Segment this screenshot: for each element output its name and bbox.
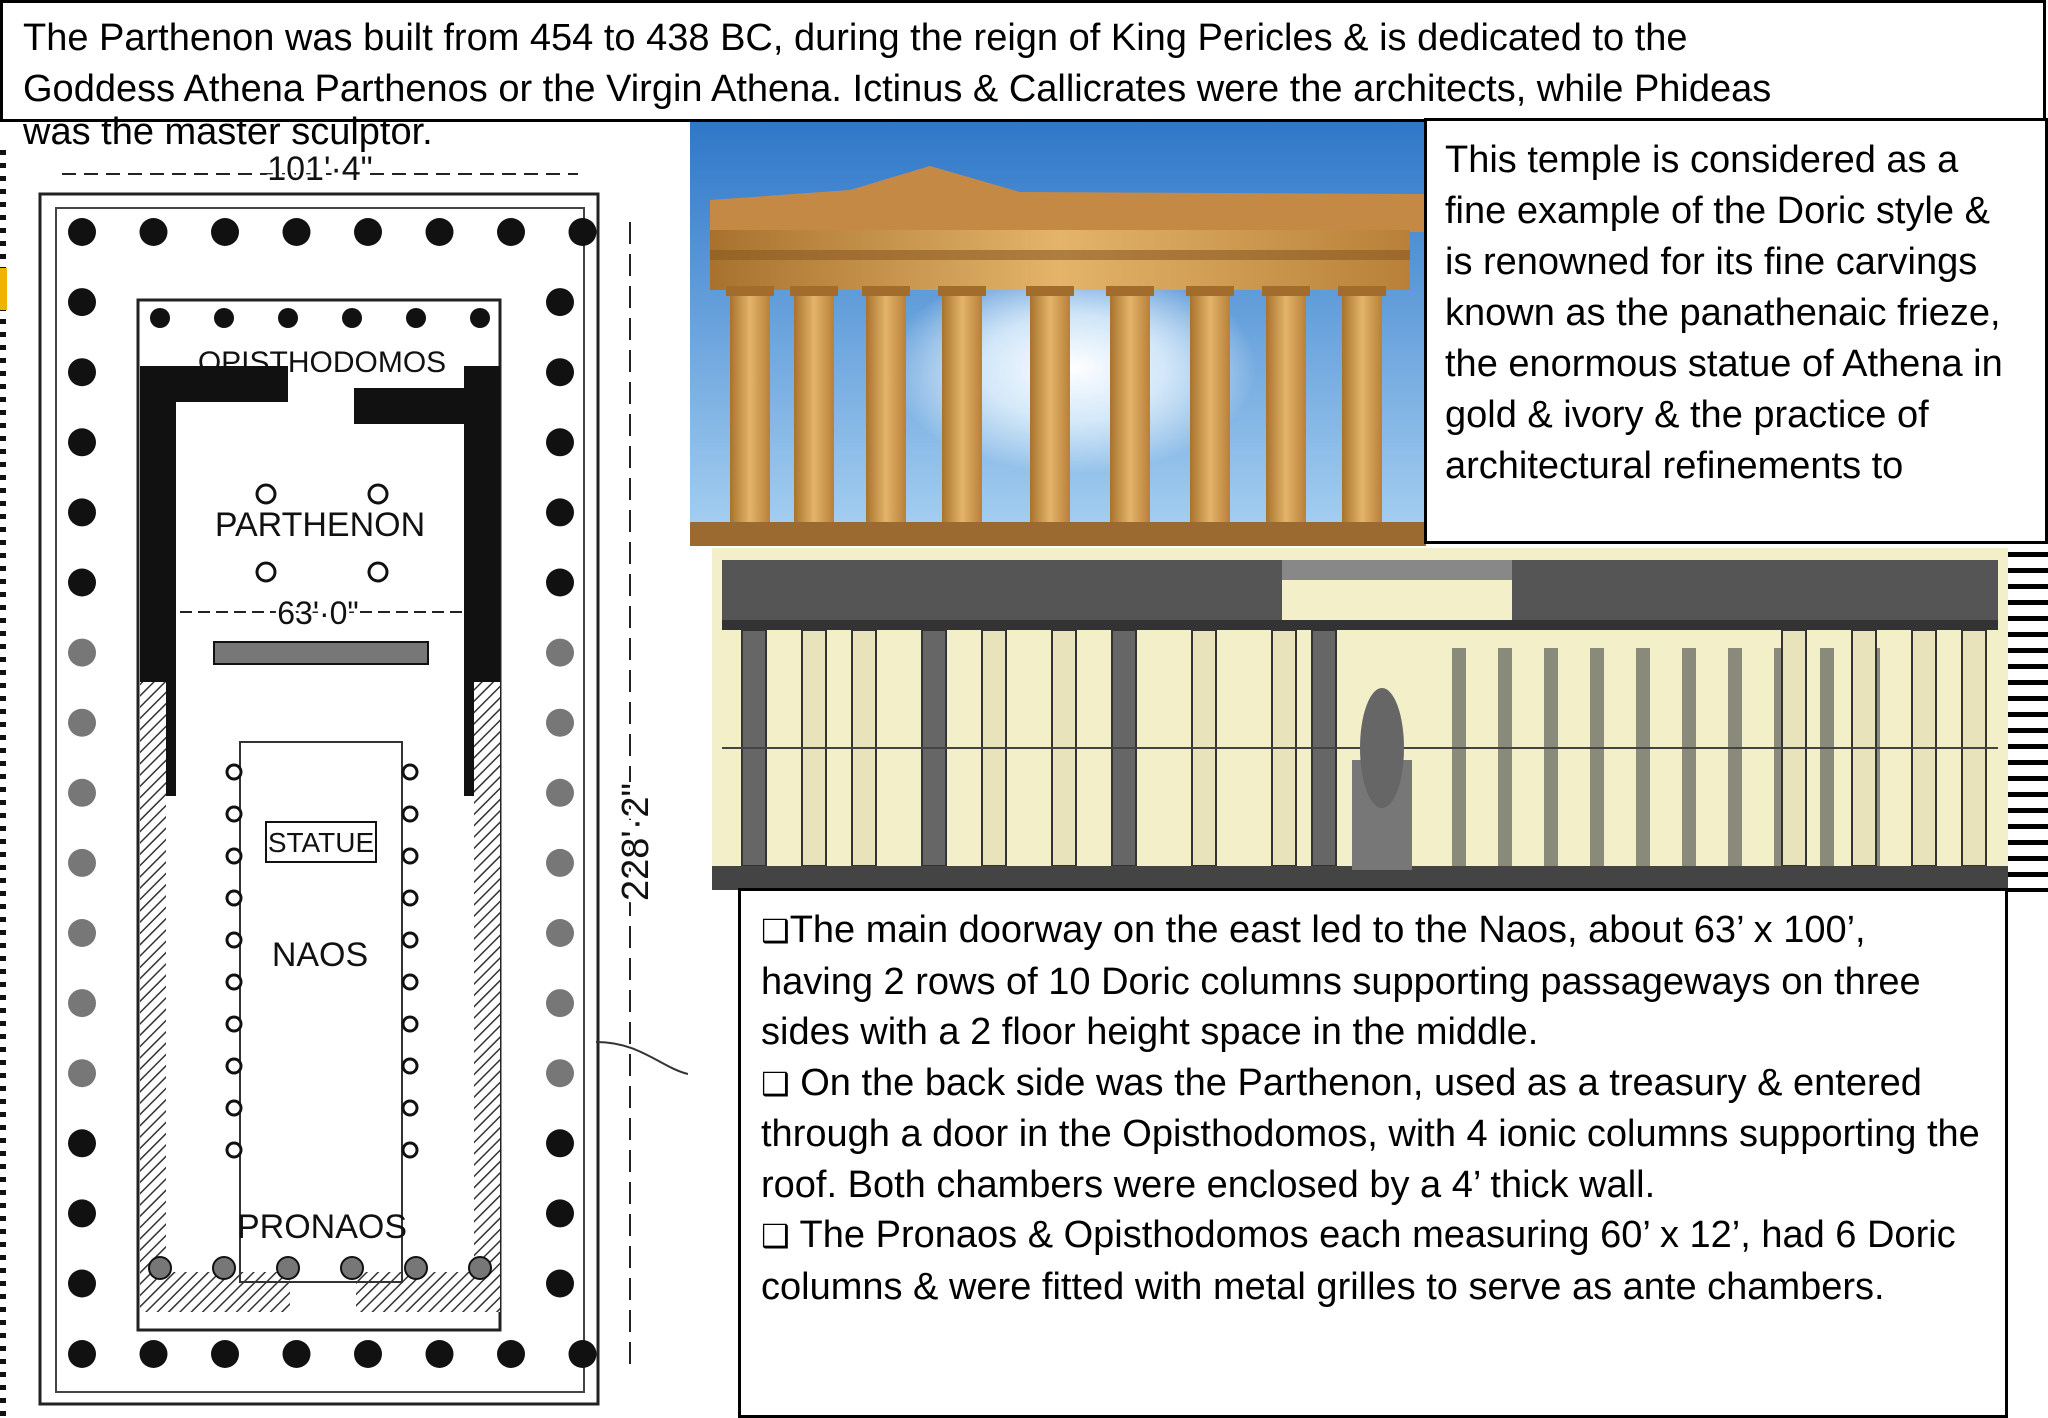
intro-line-3: was the master sculptor.: [23, 111, 433, 153]
section-elevation-illustration: [712, 548, 2008, 890]
doric-style-text-box: [1424, 118, 2048, 544]
intro-text-box: [0, 0, 2046, 153]
plan-length-dimension: 228'·2": [615, 783, 657, 901]
intro-line-2: Goddess Athena Parthenos or the Virgin Athena. Ictinus & Callicrates were the architects, while Phideas: [23, 68, 1772, 110]
bullet-item-3: ❑ The Pronaos & Opisthodomos each measuring 60’ x 12’, had 6 Doric columns & were fitted with metal grilles to serve as ante chambers.: [761, 1214, 1956, 1308]
plan-width-dimension: 101'·4": [267, 150, 373, 188]
bullets-text-box: [738, 888, 2008, 1418]
right-edge-stripes: [2008, 552, 2048, 892]
naos-width-dimension: 63'·0": [277, 595, 359, 631]
statue-label: STATUE: [267, 827, 375, 858]
section-elevation-drawing: [712, 548, 2008, 890]
temple-photo: [690, 122, 1426, 546]
pronaos-label: PRONAOS: [236, 1208, 408, 1246]
checkbox-icon: ❑: [761, 912, 790, 950]
left-edge-marker: [0, 268, 7, 310]
naos-label: NAOS: [271, 936, 369, 974]
checkbox-icon: ❑: [761, 1064, 790, 1103]
checkbox-icon: ❑: [761, 1217, 790, 1255]
doric-style-text: This temple is considered as a fine example of the Doric style & is renowned for its fine carvings known as the panathenaic frieze, the enormous statue of Athena in gold & ivory & the practice of architectural refinements to: [1445, 139, 2003, 487]
parthenon-photo-illustration: [690, 122, 1426, 546]
bullet-item-1: ❑The main doorway on the east led to the Naos, about 63’ x 100’, having 2 rows of 10 Doric columns supporting passageways on three sides with a 2 floor height space in the middle.: [761, 909, 1921, 1053]
left-edge-dots: [0, 150, 6, 1418]
floor-plan-panel: [0, 122, 688, 1418]
bullet-item-2: ❑ On the back side was the Parthenon, used as a treasury & entered through a door in the Opisthodomos, with 4 ionic columns supporting the roof. Both chambers were enclosed by a 4’ thick wall.: [761, 1061, 1980, 1206]
parthenon-label: PARTHENON: [214, 506, 426, 544]
opisthodomos-label: OPISTHODOMOS: [197, 346, 447, 379]
intro-line-1: The Parthenon was built from 454 to 438 BC, during the reign of King Pericles & is dedicated to the: [23, 17, 1688, 59]
floor-plan-drawing: [0, 122, 688, 1418]
